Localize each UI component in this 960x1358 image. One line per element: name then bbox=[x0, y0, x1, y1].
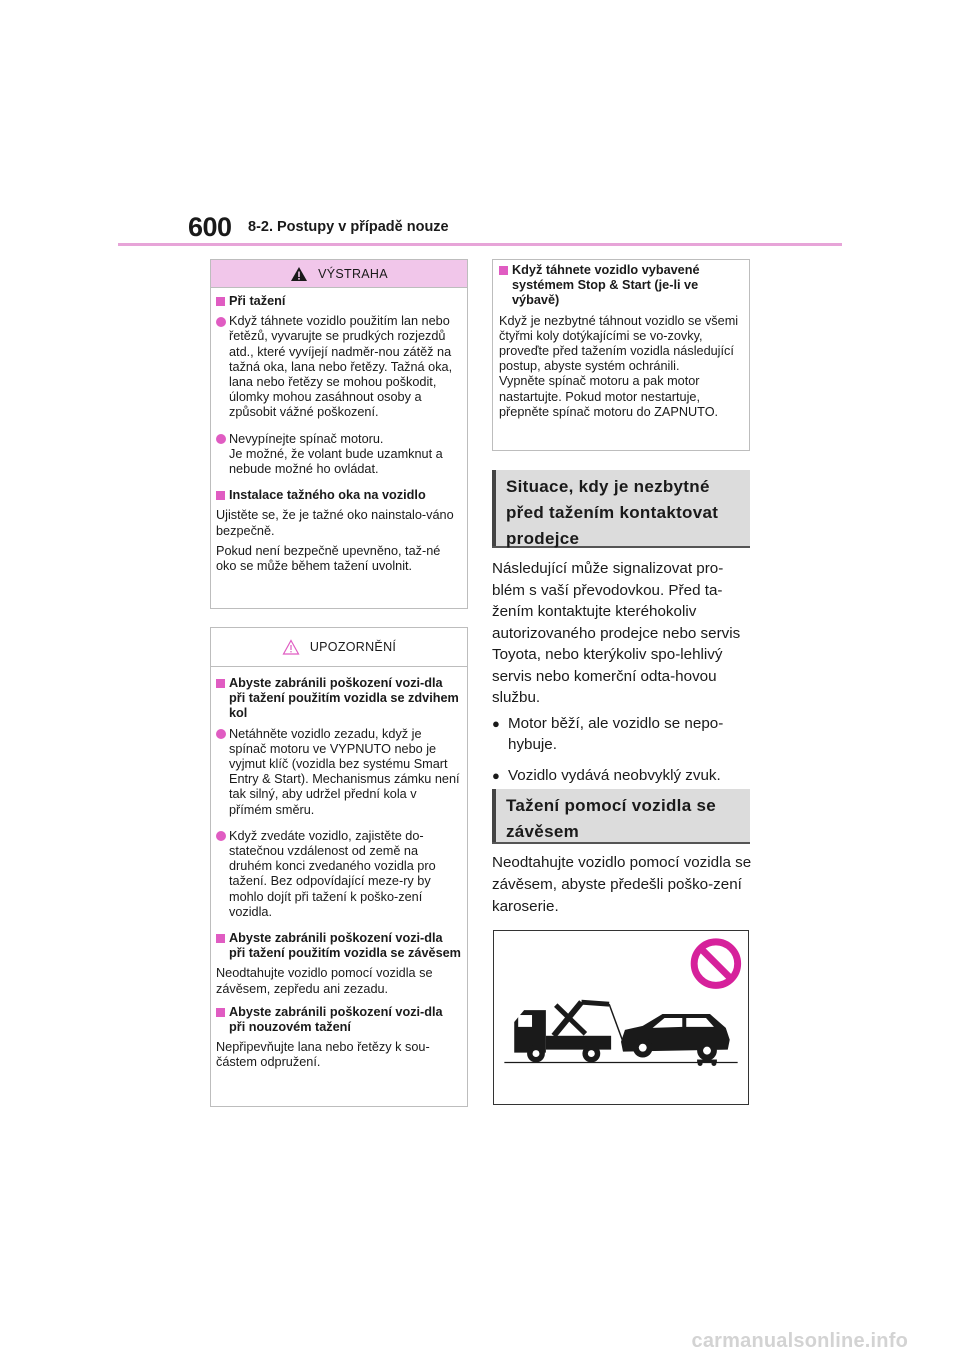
list-item bbox=[216, 314, 462, 420]
info-subhead bbox=[499, 263, 743, 309]
caution-box bbox=[210, 627, 468, 1107]
bullet-text: Když zvedáte vozidlo, zajistěte do-statečnou vzdálenost od země na druhém konci zvedaného vozidla pro tažení. Bez odpovídající meze-ry by mohlo dojít při tažení k poško-zení vozidla. bbox=[229, 828, 436, 919]
paragraph: Neodtahujte vozidlo pomocí vozidla se závěsem, zepředu ani zezadu. bbox=[216, 966, 433, 996]
circle-bullet-icon bbox=[216, 434, 226, 444]
paragraph: Ujistěte se, že je tažné oko nainstalo-váno bezpečně. bbox=[216, 508, 454, 538]
prohibition-icon bbox=[694, 942, 737, 985]
list-item bbox=[492, 713, 752, 756]
subhead-text: Abyste zabránili poškození vozi-dla při tažení použitím vozidla se zdvihem kol bbox=[229, 676, 459, 721]
bullet-text: Vozidlo vydává neobvyklý zvuk. bbox=[508, 766, 721, 784]
bullet-text: Když táhnete vozidlo použitím lan nebo řetězů, vyvarujte se prudkých rozjezdů atd., které vyvíjejí nadměr-nou zátěž na tažná oka, lana nebo řetězy. Tažná oka, lana nebo řetězy se mohou poškodit, úlomky mohou zasáhnout osoby a způsobit vážné poškození. bbox=[229, 314, 453, 420]
bullet-text: Netáhněte vozidlo zezadu, když je spínač motoru ve VYPNUTO nebo je vyjmut klíč (vozidla bez systému Smart Entry & Start). Mechanismus zámku není tak silný, aby udržel přední kola v přímém směru. bbox=[229, 726, 460, 817]
heading-sling-tow: Tažení pomocí vozidla se závěsem bbox=[492, 789, 750, 844]
paragraph: Následující může signalizovat pro-blém s vaší převodovkou. Před ta-žením kontaktujte kteréhokoliv autorizovaného prodejce nebo servis Toyota, nebo kterýkoliv spo-lehlivý servis nebo komerční odta-hovou službu. bbox=[492, 560, 741, 706]
heading-contact-dealer: Situace, kdy je nezbytné před tažením kontaktovat prodejce bbox=[492, 470, 750, 548]
paragraph: Když je nezbytné táhnout vozidlo se všemi čtyřmi koly dotýkajícími se vo-zovky, proveďte před tažením vozidla následující postup, abyste systém ochránili. bbox=[499, 313, 739, 374]
tow-truck-prohibited-image bbox=[494, 931, 748, 1104]
list-item bbox=[216, 727, 462, 818]
list-item bbox=[216, 432, 462, 478]
section-title: 8-2. Postupy v případě nouze bbox=[248, 219, 449, 235]
info-box bbox=[492, 259, 750, 451]
header-rule bbox=[118, 243, 842, 246]
warning-label: VÝSTRAHA bbox=[318, 266, 388, 281]
bullet-text: Motor běží, ale vozidlo se nepo-hybuje. bbox=[508, 714, 724, 753]
square-bullet-icon bbox=[499, 266, 508, 275]
towed-suv-icon bbox=[621, 1014, 730, 1066]
square-bullet-icon bbox=[216, 1008, 225, 1017]
page-number: 600 bbox=[188, 212, 232, 242]
sling-tow-illustration bbox=[493, 930, 749, 1105]
square-bullet-icon bbox=[216, 934, 225, 943]
list-item bbox=[492, 765, 752, 787]
bullet-icon: ● bbox=[492, 767, 500, 783]
square-bullet-icon bbox=[216, 297, 225, 306]
caution-triangle-icon bbox=[282, 639, 300, 655]
subhead-text: Instalace tažného oka na vozidlo bbox=[229, 488, 426, 503]
contact-section-body bbox=[492, 558, 752, 786]
caution-label: UPOZORNĚNÍ bbox=[309, 640, 397, 654]
warning-subhead-eye bbox=[216, 488, 462, 503]
circle-bullet-icon bbox=[216, 729, 226, 739]
bullet-icon: ● bbox=[492, 715, 500, 731]
warning-box bbox=[210, 259, 468, 609]
tow-truck-icon bbox=[514, 1002, 623, 1062]
caution-subhead-emergency bbox=[216, 1005, 462, 1035]
bullet-line: Je možné, že volant bude uzamknut a nebude možné ho ovládat. bbox=[229, 446, 443, 477]
circle-bullet-icon bbox=[216, 831, 226, 841]
subhead-text: Abyste zabránili poškození vozi-dla při nouzovém tažení bbox=[229, 1004, 443, 1035]
warning-subhead-towing bbox=[216, 294, 462, 309]
circle-bullet-icon bbox=[216, 317, 226, 327]
watermark: carmanualsonline.info bbox=[691, 1330, 908, 1352]
warning-triangle-icon bbox=[290, 266, 308, 282]
paragraph: Neodtahujte vozidlo pomocí vozidla se závěsem, abyste předešli poško-zení karoserie. bbox=[492, 854, 752, 915]
caution-header bbox=[211, 628, 467, 667]
paragraph: Pokud není bezpečně upevněno, taž-né oko se může během tažení uvolnit. bbox=[216, 543, 441, 574]
square-bullet-icon bbox=[216, 491, 225, 500]
paragraph: Nepřipevňujte lana nebo řetězy k sou-částem odpružení. bbox=[216, 1040, 430, 1070]
caution-subhead-wheel-lift bbox=[216, 676, 462, 722]
subhead-text: Když táhnete vozidlo vybavené systémem Stop & Start (je-li ve výbavě) bbox=[512, 263, 700, 308]
subhead-text: Abyste zabránili poškození vozi-dla při tažení použitím vozidla se závěsem bbox=[229, 931, 461, 961]
square-bullet-icon bbox=[216, 679, 225, 688]
bullet-text bbox=[229, 432, 462, 478]
paragraph: Vypněte spínač motoru a pak motor nastartujte. Pokud motor nestartuje, přepněte spínač motoru do ZAPNUTO. bbox=[499, 374, 719, 419]
list-item bbox=[216, 829, 462, 920]
bullet-line: Nevypínejte spínač motoru. bbox=[229, 431, 384, 446]
caution-subhead-sling bbox=[216, 931, 462, 961]
warning-header bbox=[211, 260, 467, 288]
subhead-text: Při tažení bbox=[229, 294, 286, 308]
